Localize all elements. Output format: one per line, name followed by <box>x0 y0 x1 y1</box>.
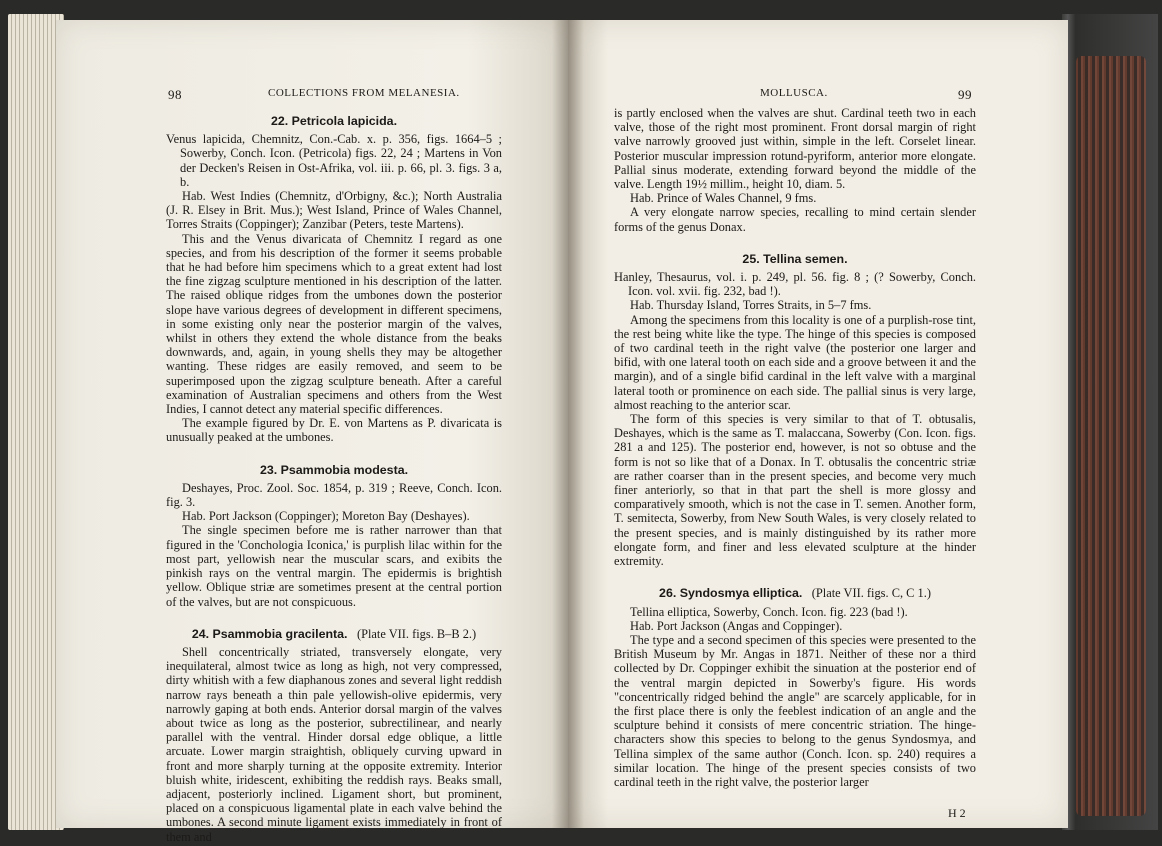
plate-reference: (Plate VII. figs. C, C 1.) <box>811 586 931 601</box>
paragraph: Shell concentrically striated, transversely elongate, very inequilateral, almost twice as long as high, not very compressed, dirty whitish with a few diaphanous zones and several light reddish narrow rays beneath a thin pale yellowish-olive epidermis, very narrowly gaping at both ends. Anterior dorsal margin of the valves about twice as long as the posterior, subrectilinear, and nearly parallel with the ventral. Hinder dorsal edge oblique, a little arcuate. Lower margin straightish, obliquely curving upward in front and more sharply turning at the opposite extremity. Interior bluish white, iridescent, exhibiting the reddish rays. Beaks small, adjacent, posteriorly inclined. Ligament short, but prominent, placed on a conspicuous ligamental plate in each valve behind the umbones. A second minute ligament exists immediately in front of them and <box>166 644 502 844</box>
habitat: Hab. Thursday Island, Torres Straits, in 5–7 fms. <box>630 298 872 313</box>
habitat: Hab. Port Jackson (Coppinger); Moreton Bay (Deshayes). <box>182 509 470 524</box>
synonymy: Deshayes, Proc. Zool. Soc. 1854, p. 319 ; Reeve, Conch. Icon. fig. 3. <box>166 480 502 510</box>
page-number-right: 99 <box>958 87 972 102</box>
synonymy: Tellina elliptica, Sowerby, Conch. Icon. fig. 223 (bad !). <box>630 604 908 619</box>
running-head-left: COLLECTIONS FROM MELANESIA. <box>268 87 460 99</box>
habitat: Hab. West Indies (Chemnitz, d'Orbigny, &c.); North Australia (J. R. Elsey in Brit. Mus.); West Island, Prince of Wales Channel, Torres Straits (Coppinger); Zanzibar (Peters, teste Martens). <box>166 189 502 232</box>
synonymy: Venus lapicida, Chemnitz, Con.-Cab. x. p. 356, figs. 1664–5 ; Sowerby, Conch. Icon. (Petricola) figs. 22, 24 ; Martens in Von der Decken's Reisen in Ost-Afrika, vol. iii. p. 66, pl. 3. figs. 3 a, b. <box>166 132 502 189</box>
paragraph: The single specimen before me is rather narrower than that figured in the 'Conchologia Iconica,' is purplish lilac within for the most part, yellowish near the muscular scars, and exibits the pinkish rays on the ventral margin. The epidermis is brightish yellow. Oblique striæ are sometimes present at the central portion of the valves, but are not conspicuous. <box>166 523 502 609</box>
paragraph: Among the specimens from this locality is one of a purplish-rose tint, the rest being white like the type. The hinge of this species is composed of two cardinal teeth in the right valve (the posterior one larger and bifid, with one lateral tooth on each side and a groove between it and the margin), and of a single bifid cardinal in the left valve with a marginal lateral tooth or prominence on each side. The pallial sinus is very large, almost reaching to the anterior scar. <box>614 312 976 412</box>
section-heading-row <box>614 586 976 600</box>
page-number-left: 98 <box>168 87 182 102</box>
habitat: Hab. Prince of Wales Channel, 9 fms. <box>630 191 817 206</box>
signature-mark: H 2 <box>948 806 966 820</box>
section-heading: 26. Syndosmya elliptica. <box>659 586 803 601</box>
paragraph: A very elongate narrow species, recalling to mind certain slender forms of the genus Donax. <box>614 205 976 234</box>
section-heading: 22. Petricola lapicida. <box>270 114 398 128</box>
left-page-text <box>166 106 502 844</box>
section-heading: 25. Tellina semen. <box>742 251 848 266</box>
page-edges-right <box>1076 56 1146 816</box>
synonymy: Hanley, Thesaurus, vol. i. p. 249, pl. 56. fig. 8 ; (? Sowerby, Conch. Icon. vol. xvii. fig. 232, bad !). <box>614 270 976 299</box>
right-page-text <box>614 106 976 789</box>
paragraph: The form of this species is very similar to that of T. obtusalis, Deshayes, which is the same as T. malaccana, Sowerby (Con. Icon. figs. 281 a and 125). The posterior end, however, is not so obtuse and the form is not so like that of a Donax. In T. obtusalis the concentric striæ are rather coarser than in the present species, and become very much finer anteriorly, so that in that part the shell is more glossy and comparatively smooth, which is not the case in T. semen. Another form, T. semitecta, Sowerby, from New South Wales, is very closely related to the present species, and is mainly distinguished by its rather more elongate form, and finer and less elevated sculpture at the hinder extremity. <box>614 412 976 569</box>
paragraph: The type and a second specimen of this species were presented to the British Museum by Mr. Angas in 1871. Neither of these nor a third collected by Dr. Coppinger exhibit the sinuation at the posterior end of the ventral margin depicted in Sowerby's figure. His words "concentrically ridged behind the angle" are scarcely applicable, for in the first place there is only the feeblest indication of an angle and the sculpture behind it consists of mere concentric striation. The hinge-characters show this species to belong to the genus Syndosmya, and Tellina simplex of the same author (Conch. Icon. sp. 240) requires a similar location. The hinge of the present species consists of two cardinal teeth in the right valve, the posterior larger <box>614 632 976 789</box>
section-heading: 24. Psammobia gracilenta. <box>191 626 348 641</box>
gutter <box>552 20 584 828</box>
paragraph: is partly enclosed when the valves are shut. Cardinal teeth two in each valve, those of the right most prominent. Front dorsal margin of right valve narrowly grooved just within, simple in the left. Corselet linear. Posterior muscular impression rotund-pyriform, anterior more elongate. Pallial sinus moderate, extending forward beyond the middle of the valve. Length 19½ millim., height 10, diam. 5. <box>614 106 976 192</box>
paragraph: This and the Venus divaricata of Chemnitz I regard as one species, and from his description of the former it seems probable that he had before him specimens which to a great extent had lost the fine zigzag sculpture mentioned in his description of the latter. The raised oblique ridges from the umbones down the posterior slope have various degrees of development in different specimens, in some existing only near the posterior margin of the valves, whilst in others they extend the whole distance from the beaks downwards, and, again, in young shells they may be altogether wanting. These ridges are easily removed, and seem to be superimposed upon the zigzag sculpture beneath. After a careful examination of Australian specimens and others from the West Indies, I cannot detect any material specific differences. <box>166 231 502 417</box>
paragraph: The example figured by Dr. E. von Martens as P. divaricata is unusually peaked at the umbones. <box>166 416 502 445</box>
habitat: Hab. Port Jackson (Angas and Coppinger). <box>630 618 843 633</box>
running-head-right: MOLLUSCA. <box>760 87 828 99</box>
section-heading-row <box>166 627 502 641</box>
plate-reference: (Plate VII. figs. B–B 2.) <box>356 626 477 641</box>
section-heading: 23. Psammobia modesta. <box>259 462 409 477</box>
